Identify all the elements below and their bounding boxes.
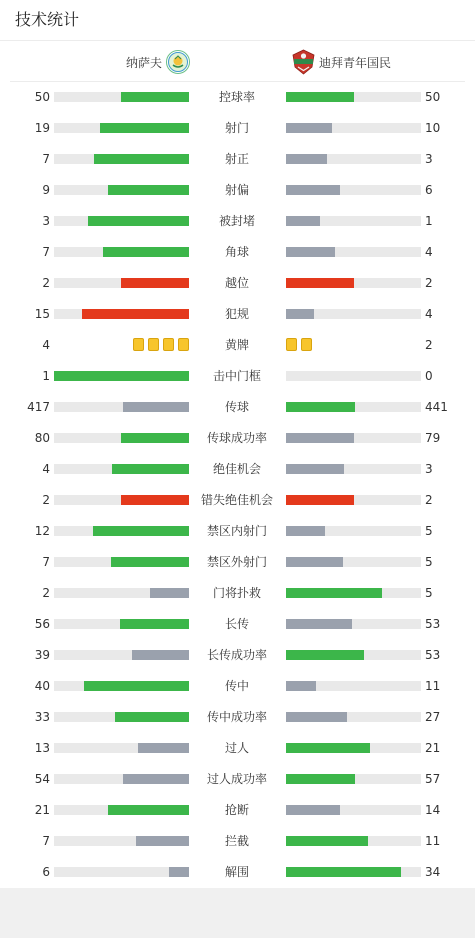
away-bar-fill xyxy=(286,743,370,753)
away-bar-track xyxy=(286,154,421,164)
away-bar-track xyxy=(286,867,421,877)
home-value: 7 xyxy=(42,555,50,569)
away-bar-fill xyxy=(286,185,340,195)
away-bar-track xyxy=(286,185,421,195)
stat-label: 传中成功率 xyxy=(206,710,267,724)
away-bar-fill xyxy=(286,650,364,660)
home-bar-fill xyxy=(94,154,189,164)
stat-row xyxy=(0,87,475,107)
stat-label: 门将扑救 xyxy=(212,586,261,600)
yellow-card-icon xyxy=(178,338,189,351)
stat-row xyxy=(0,366,475,386)
home-bar-fill xyxy=(100,123,189,133)
stat-label: 黄牌 xyxy=(224,338,249,352)
home-bar-track xyxy=(54,774,189,784)
away-bar-track xyxy=(286,681,421,691)
away-yellow-cards xyxy=(286,338,312,352)
away-bar-fill xyxy=(286,309,314,319)
home-bar-track xyxy=(54,743,189,753)
away-bar-track xyxy=(286,433,421,443)
away-bar-fill xyxy=(286,278,354,288)
away-bar-fill xyxy=(286,216,320,226)
home-value: 2 xyxy=(42,493,50,507)
away-bar-fill xyxy=(286,433,354,443)
stat-row xyxy=(0,614,475,634)
away-bar-track xyxy=(286,557,421,567)
home-bar-track xyxy=(54,557,189,567)
away-bar-track xyxy=(286,495,421,505)
stat-row xyxy=(0,242,475,262)
home-bar-track xyxy=(54,123,189,133)
away-bar-fill xyxy=(286,712,347,722)
away-value: 2 xyxy=(425,338,433,352)
home-bar-fill xyxy=(169,867,189,877)
home-bar-fill xyxy=(84,681,189,691)
stat-row xyxy=(0,118,475,138)
away-value: 14 xyxy=(425,803,441,817)
away-value: 2 xyxy=(425,493,433,507)
stat-row xyxy=(0,769,475,789)
stat-label: 过人 xyxy=(224,741,249,755)
home-bar-track xyxy=(54,526,189,536)
away-value: 5 xyxy=(425,555,433,569)
away-value: 27 xyxy=(425,710,441,724)
away-value: 4 xyxy=(425,245,433,259)
away-bar-fill xyxy=(286,154,327,164)
home-value: 6 xyxy=(42,865,50,879)
away-value: 4 xyxy=(425,307,433,321)
home-value: 15 xyxy=(34,307,50,321)
away-bar-fill xyxy=(286,402,355,412)
home-team-name: 纳萨夫 xyxy=(126,55,163,70)
home-value: 56 xyxy=(34,617,50,631)
away-team[interactable] xyxy=(291,49,391,75)
home-bar-track xyxy=(54,402,189,412)
home-value: 19 xyxy=(34,121,50,135)
home-bar-track xyxy=(54,247,189,257)
yellow-card-icon xyxy=(286,338,297,351)
stat-label: 抢断 xyxy=(224,803,249,817)
stat-label: 射门 xyxy=(224,121,249,135)
home-bar-fill xyxy=(123,402,189,412)
away-bar-track xyxy=(286,402,421,412)
stat-row xyxy=(0,800,475,820)
stat-label: 射正 xyxy=(224,152,249,166)
home-value: 2 xyxy=(42,586,50,600)
home-bar-track xyxy=(54,216,189,226)
away-bar-track xyxy=(286,526,421,536)
stat-label: 禁区外射门 xyxy=(206,555,267,569)
yellow-card-icon xyxy=(133,338,144,351)
away-bar-fill xyxy=(286,464,344,474)
away-bar-track xyxy=(286,805,421,815)
stat-label: 被封堵 xyxy=(218,214,255,228)
away-bar-fill xyxy=(286,867,401,877)
home-value: 2 xyxy=(42,276,50,290)
away-bar-fill xyxy=(286,495,354,505)
away-value: 2 xyxy=(425,276,433,290)
away-team-name: 迪拜青年国民 xyxy=(319,55,392,70)
away-value: 50 xyxy=(425,90,441,104)
home-value: 7 xyxy=(42,152,50,166)
away-value: 10 xyxy=(425,121,441,135)
away-bar-fill xyxy=(286,526,325,536)
yellow-card-icon xyxy=(301,338,312,351)
home-bar-track xyxy=(54,185,189,195)
away-value: 21 xyxy=(425,741,441,755)
away-value: 5 xyxy=(425,586,433,600)
stat-label: 击中门框 xyxy=(212,369,261,383)
away-value: 34 xyxy=(425,865,441,879)
away-value: 3 xyxy=(425,462,433,476)
away-value: 0 xyxy=(425,369,433,383)
home-bar-fill xyxy=(103,247,189,257)
home-value: 12 xyxy=(34,524,50,538)
home-bar-track xyxy=(54,278,189,288)
stat-row xyxy=(0,335,475,355)
away-bar-fill xyxy=(286,836,368,846)
home-bar-track xyxy=(54,712,189,722)
stat-row xyxy=(0,180,475,200)
away-bar-fill xyxy=(286,805,340,815)
home-bar-track xyxy=(54,92,189,102)
away-bar-fill xyxy=(286,123,332,133)
home-value: 54 xyxy=(34,772,50,786)
home-bar-fill xyxy=(121,92,189,102)
away-value: 441 xyxy=(425,400,448,414)
home-bar-track xyxy=(54,588,189,598)
away-bar-track xyxy=(286,92,421,102)
away-bar-fill xyxy=(286,92,354,102)
home-bar-track xyxy=(54,433,189,443)
yellow-card-icon xyxy=(148,338,159,351)
home-bar-fill xyxy=(121,433,189,443)
stat-label: 长传成功率 xyxy=(206,648,267,662)
stat-row xyxy=(0,459,475,479)
home-bar-track xyxy=(54,805,189,815)
home-value: 3 xyxy=(42,214,50,228)
stat-label: 传球 xyxy=(224,400,249,414)
away-bar-track xyxy=(286,278,421,288)
home-value: 13 xyxy=(34,741,50,755)
away-bar-track xyxy=(286,247,421,257)
home-bar-track xyxy=(54,867,189,877)
away-bar-track xyxy=(286,123,421,133)
away-bar-track xyxy=(286,743,421,753)
stat-label: 角球 xyxy=(224,245,249,259)
home-bar-track xyxy=(54,154,189,164)
stat-row xyxy=(0,831,475,851)
stat-row xyxy=(0,738,475,758)
shabab-al-ahli-logo-icon xyxy=(291,49,316,75)
home-bar-fill xyxy=(136,836,189,846)
away-bar-track xyxy=(286,619,421,629)
home-value: 9 xyxy=(42,183,50,197)
home-bar-track xyxy=(54,309,189,319)
stat-label: 射偏 xyxy=(224,183,249,197)
home-team[interactable] xyxy=(126,51,190,73)
home-bar-fill xyxy=(54,371,189,381)
away-bar-fill xyxy=(286,557,343,567)
home-bar-fill xyxy=(112,464,189,474)
stat-label: 越位 xyxy=(224,276,249,290)
divider xyxy=(10,81,465,82)
stat-label: 解围 xyxy=(224,865,249,879)
stat-row xyxy=(0,707,475,727)
away-bar-fill xyxy=(286,681,316,691)
home-bar-track xyxy=(54,681,189,691)
home-bar-fill xyxy=(150,588,189,598)
home-value: 1 xyxy=(42,369,50,383)
home-bar-track xyxy=(54,836,189,846)
home-value: 50 xyxy=(34,90,50,104)
away-value: 3 xyxy=(425,152,433,166)
home-bar-fill xyxy=(121,495,189,505)
stat-row xyxy=(0,862,475,882)
home-bar-fill xyxy=(115,712,189,722)
home-bar-fill xyxy=(121,278,189,288)
home-bar-track xyxy=(54,495,189,505)
away-bar-track xyxy=(286,650,421,660)
home-bar-fill xyxy=(88,216,189,226)
stat-label: 犯规 xyxy=(224,307,249,321)
stat-label: 过人成功率 xyxy=(206,772,267,786)
home-value: 80 xyxy=(34,431,50,445)
home-bar-fill xyxy=(108,185,189,195)
away-bar-track xyxy=(286,774,421,784)
away-bar-track xyxy=(286,836,421,846)
away-bar-track xyxy=(286,712,421,722)
stat-label: 错失绝佳机会 xyxy=(200,493,273,507)
teams-header xyxy=(0,41,475,82)
stat-row xyxy=(0,490,475,510)
home-value: 7 xyxy=(42,245,50,259)
home-value: 7 xyxy=(42,834,50,848)
stat-label: 拦截 xyxy=(224,834,249,848)
stat-label: 长传 xyxy=(224,617,249,631)
stat-row xyxy=(0,211,475,231)
stat-row xyxy=(0,304,475,324)
home-value: 33 xyxy=(34,710,50,724)
away-bar-track xyxy=(286,309,421,319)
nasaf-logo-icon xyxy=(166,50,190,74)
away-value: 6 xyxy=(425,183,433,197)
stat-row xyxy=(0,645,475,665)
home-value: 40 xyxy=(34,679,50,693)
away-value: 53 xyxy=(425,617,441,631)
stat-label: 控球率 xyxy=(218,90,255,104)
home-bar-fill xyxy=(132,650,189,660)
home-bar-track xyxy=(54,650,189,660)
page-title: 技术统计 xyxy=(15,10,80,29)
yellow-card-icon xyxy=(163,338,174,351)
stat-row xyxy=(0,397,475,417)
stat-label: 绝佳机会 xyxy=(212,462,261,476)
stat-row xyxy=(0,552,475,572)
away-value: 57 xyxy=(425,772,441,786)
away-value: 1 xyxy=(425,214,433,228)
home-value: 39 xyxy=(34,648,50,662)
away-bar-track xyxy=(286,464,421,474)
away-value: 53 xyxy=(425,648,441,662)
home-bar-fill xyxy=(138,743,189,753)
home-bar-fill xyxy=(120,619,189,629)
home-bar-fill xyxy=(123,774,189,784)
away-bar-fill xyxy=(286,619,352,629)
away-bar-fill xyxy=(286,588,382,598)
home-bar-fill xyxy=(108,805,189,815)
away-value: 5 xyxy=(425,524,433,538)
stat-label: 禁区内射门 xyxy=(206,524,267,538)
home-value: 417 xyxy=(27,400,50,414)
home-value: 4 xyxy=(42,338,50,352)
home-value: 4 xyxy=(42,462,50,476)
away-value: 79 xyxy=(425,431,441,445)
stat-row xyxy=(0,583,475,603)
home-bar-track xyxy=(54,619,189,629)
home-bar-fill xyxy=(111,557,189,567)
away-bar-track xyxy=(286,216,421,226)
stat-label: 传球成功率 xyxy=(206,431,267,445)
home-yellow-cards xyxy=(133,338,189,352)
away-bar-track xyxy=(286,371,421,381)
stat-row xyxy=(0,428,475,448)
stat-row xyxy=(0,149,475,169)
stat-row xyxy=(0,273,475,293)
home-bar-track xyxy=(54,464,189,474)
away-value: 11 xyxy=(425,679,441,693)
stat-label: 传中 xyxy=(224,679,249,693)
away-bar-track xyxy=(286,588,421,598)
stat-row xyxy=(0,676,475,696)
stat-row xyxy=(0,521,475,541)
away-bar-fill xyxy=(286,774,355,784)
home-bar-fill xyxy=(82,309,189,319)
away-value: 11 xyxy=(425,834,441,848)
away-bar-fill xyxy=(286,247,335,257)
home-value: 21 xyxy=(34,803,50,817)
home-bar-fill xyxy=(93,526,189,536)
home-bar-track xyxy=(54,371,189,381)
